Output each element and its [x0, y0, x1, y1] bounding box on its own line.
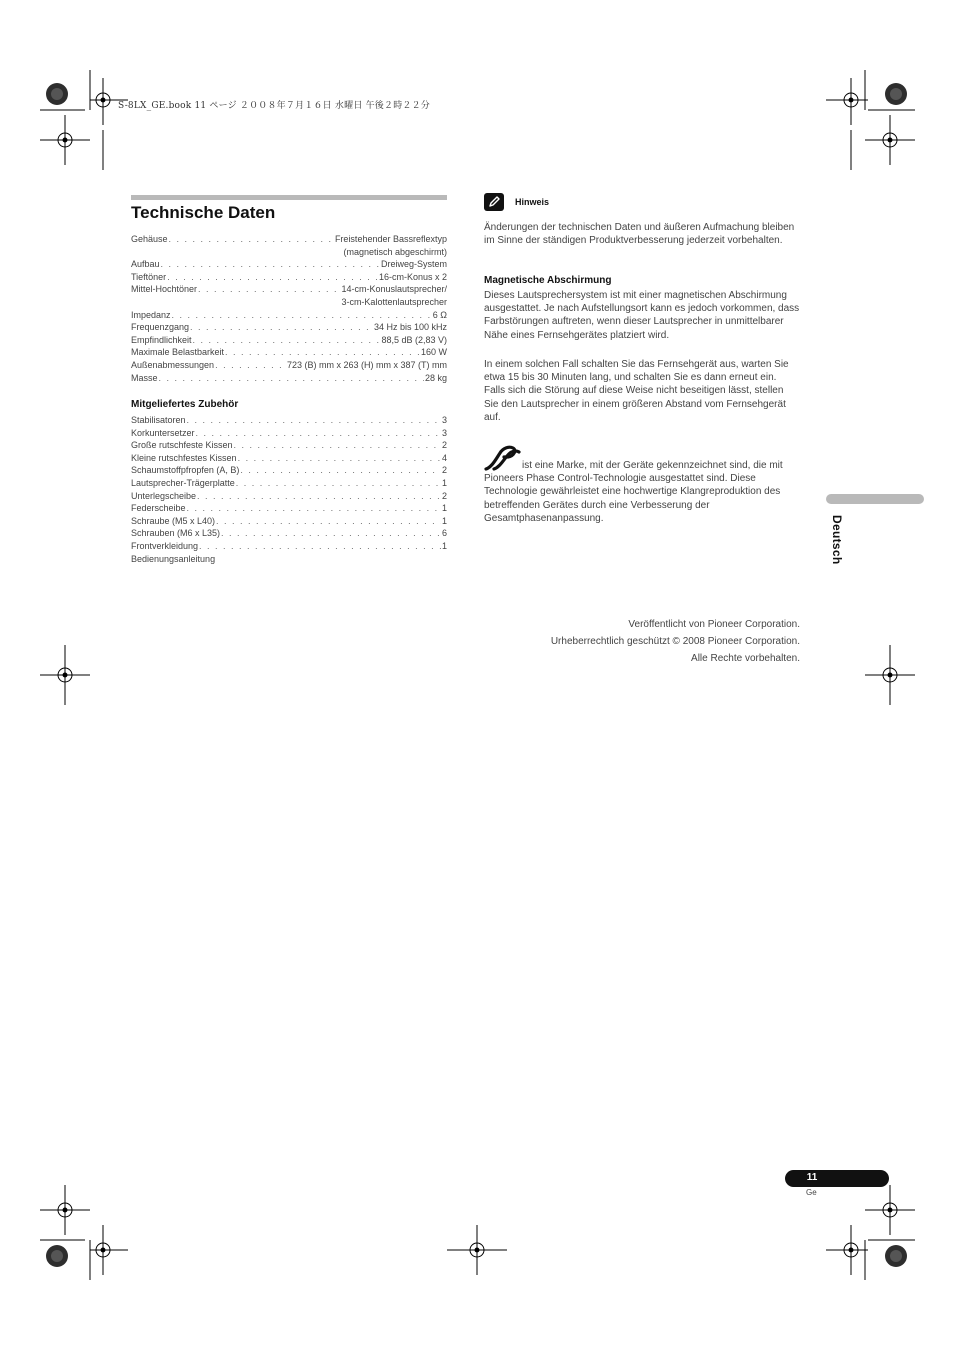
dot-leader	[221, 527, 441, 540]
note-label: Hinweis	[515, 197, 550, 207]
dot-leader	[238, 452, 441, 465]
phase-control-description: ist eine Marke, mit der Geräte gekennzeichnet sind, die mit Pioneers Phase Control-Technologie ausgestattet sind. Diese Technologie gewährleistet eine hochwertige Klangreproduktion des betreffenden Gerätes durch eine Verbesserung der Gesamtphasenanpassung.	[484, 460, 783, 524]
spec-row-value: 6 Ω	[432, 309, 447, 320]
spec-row-continuation: (magnetisch abgeschirmt)	[343, 246, 447, 257]
spec-row	[131, 258, 447, 271]
spec-row-continuation: 3-cm-Kalottenlautsprecher	[341, 296, 447, 307]
dot-leader	[167, 271, 378, 284]
accessory-row	[131, 490, 447, 503]
accessory-row-label: Große rutschfeste Kissen	[131, 440, 233, 451]
spec-row-label: Mittel-Hochtöner	[131, 284, 198, 295]
accessory-row-label: Bedienungsanleitung	[131, 553, 216, 564]
language-tab-bar	[826, 494, 924, 504]
accessory-row	[131, 477, 447, 490]
dot-leader	[190, 321, 373, 334]
spec-row-label: Masse	[131, 372, 158, 383]
accessory-row-label: Kleine rutschfestes Kissen	[131, 452, 237, 463]
dot-leader	[196, 427, 441, 440]
accessory-row-value: 3	[441, 427, 447, 438]
accessory-row	[131, 553, 447, 566]
accessory-row	[131, 464, 447, 477]
spec-row-label: Gehäuse	[131, 234, 168, 244]
accessory-row-value: 2	[441, 465, 447, 476]
accessory-row-value: 2	[441, 490, 447, 501]
dot-leader	[187, 502, 441, 515]
accessory-row-value: 2	[441, 440, 447, 451]
accessories-list	[131, 414, 447, 565]
spec-row-value: Freistehender Bassreflextyp	[334, 234, 447, 244]
accessory-row	[131, 427, 447, 440]
dot-leader	[240, 464, 441, 477]
spec-row-label: Außenabmessungen	[131, 359, 215, 370]
spec-row-value: 34 Hz bis 100 kHz	[373, 322, 447, 333]
magnetic-paragraph-1: Dieses Lautsprechersystem ist mit einer magnetischen Abschirmung ausgestattet. Je nach Aufstellungsort kann es jedoch vorkommen, dass Farbstörungen auftreten, wenn dieser Lautsprecher in unmittelbarer Nähe eines Fernsehgerätes platziert wird.	[484, 290, 800, 341]
accessory-row	[131, 540, 447, 553]
spec-row-label: Empfindlichkeit	[131, 334, 192, 345]
accessory-row	[131, 452, 447, 465]
accessory-row-value: 4	[441, 452, 447, 463]
spec-row-value: 16-cm-Konus x 2	[378, 271, 447, 282]
spec-row-label: Tieftöner	[131, 271, 167, 282]
accessory-row-value: 6	[441, 528, 447, 539]
spec-row-value: 88,5 dB (2,83 V)	[381, 334, 447, 345]
accessory-row	[131, 515, 447, 528]
spec-row	[131, 359, 447, 372]
dot-leader	[172, 309, 432, 322]
magnetic-paragraph-2: In einem solchen Fall schalten Sie das Fernsehgerät aus, warten Sie etwa 15 bis 30 Minuten lang, und schalten Sie es dann erneut ein. Falls sich die Störung auf diese Weise nicht beseitigen lässt, stellen Sie den Lautsprecher in einem größeren Abstand vom Fernsehgerät auf.	[484, 359, 789, 423]
accessory-row-label: Schaumstoffpfropfen (A, B)	[131, 465, 240, 476]
spec-row	[131, 309, 447, 322]
title-bar	[131, 195, 447, 200]
dot-leader	[187, 414, 441, 427]
accessory-row-label: Unterlegscheibe	[131, 490, 197, 501]
accessory-row-value: 1	[441, 503, 447, 514]
publisher-info	[551, 616, 800, 667]
accessory-row	[131, 502, 447, 515]
spec-row-label: Impedanz	[131, 309, 171, 320]
dot-leader	[198, 283, 340, 296]
note-pencil-icon	[484, 193, 504, 211]
spec-row	[131, 334, 447, 347]
publisher-line-2: Urheberrechtlich geschützt © 2008 Pioneer Corporation.	[550, 636, 800, 647]
accessory-row	[131, 527, 447, 540]
accessory-row-label: Lautsprecher-Trägerplatte	[131, 477, 235, 488]
dot-leader	[159, 372, 424, 385]
accessory-row-value: 3	[441, 415, 447, 425]
spec-row-label: Frequenzgang	[131, 322, 190, 333]
dot-leader	[234, 439, 441, 452]
publisher-line-3: Alle Rechte vorbehalten.	[691, 653, 800, 664]
phase-control-text	[484, 459, 800, 525]
accessory-row-label: Frontverkleidung	[131, 540, 199, 551]
print-header: S-8LX_GE.book 11 ページ ２００８年７月１６日 水曜日 午後２時２２分	[118, 101, 430, 111]
accessory-row	[131, 414, 447, 427]
page-title: Technische Daten	[131, 203, 276, 222]
accessory-row-label: Stabilisatoren	[131, 415, 186, 425]
accessory-row	[131, 439, 447, 452]
dot-leader	[215, 359, 286, 372]
spec-list	[131, 233, 447, 384]
spec-row-value: 723 (B) mm x 263 (H) mm x 387 (T) mm	[286, 359, 447, 370]
language-tab	[826, 515, 846, 585]
accessory-row-label: Federscheibe	[131, 503, 186, 514]
dot-leader	[197, 490, 441, 503]
spec-row-value: 14-cm-Konuslautsprecher/	[341, 284, 447, 295]
dot-leader	[216, 515, 441, 528]
accessory-row-value: 1	[441, 477, 447, 488]
spec-row-label: Maximale Belastbarkeit	[131, 347, 225, 358]
accessories-heading: Mitgeliefertes Zubehör	[131, 399, 239, 410]
dot-leader	[199, 540, 441, 553]
page-number: 11	[806, 1172, 818, 1183]
accessory-row-label: Schraube (M5 x L40)	[131, 515, 216, 526]
dot-leader	[169, 233, 334, 246]
accessory-row-value: 1	[441, 515, 447, 526]
spec-row-value: 160 W	[420, 347, 447, 358]
magnetic-heading: Magnetische Abschirmung	[484, 275, 612, 286]
spec-row	[131, 346, 447, 359]
publisher-line-1: Veröffentlicht von Pioneer Corporation.	[628, 619, 800, 630]
dot-leader	[161, 258, 380, 271]
spec-row	[131, 271, 447, 284]
note-text: Änderungen der technischen Daten und äußeren Aufmachung bleiben im Sinne der ständigen Produktverbesserung jederzeit vorbehalten.	[484, 222, 795, 247]
accessory-row-label: Korkuntersetzer	[131, 427, 195, 438]
spec-row	[131, 233, 447, 246]
accessory-row-label: Schrauben (M6 x L35)	[131, 528, 221, 539]
spec-row-value: 28 kg	[424, 372, 447, 383]
language-tab-label: Deutsch	[830, 515, 844, 565]
page-language-code: Ge	[806, 1188, 817, 1197]
spec-row	[131, 372, 447, 385]
dot-leader	[225, 346, 420, 359]
accessory-row-value: 1	[441, 540, 447, 551]
dot-leader	[236, 477, 441, 490]
dot-leader	[193, 334, 381, 347]
spec-row	[131, 321, 447, 334]
spec-row-value: Dreiweg-System	[380, 259, 447, 270]
spec-row	[131, 283, 447, 296]
spec-row-label: Aufbau	[131, 259, 160, 270]
